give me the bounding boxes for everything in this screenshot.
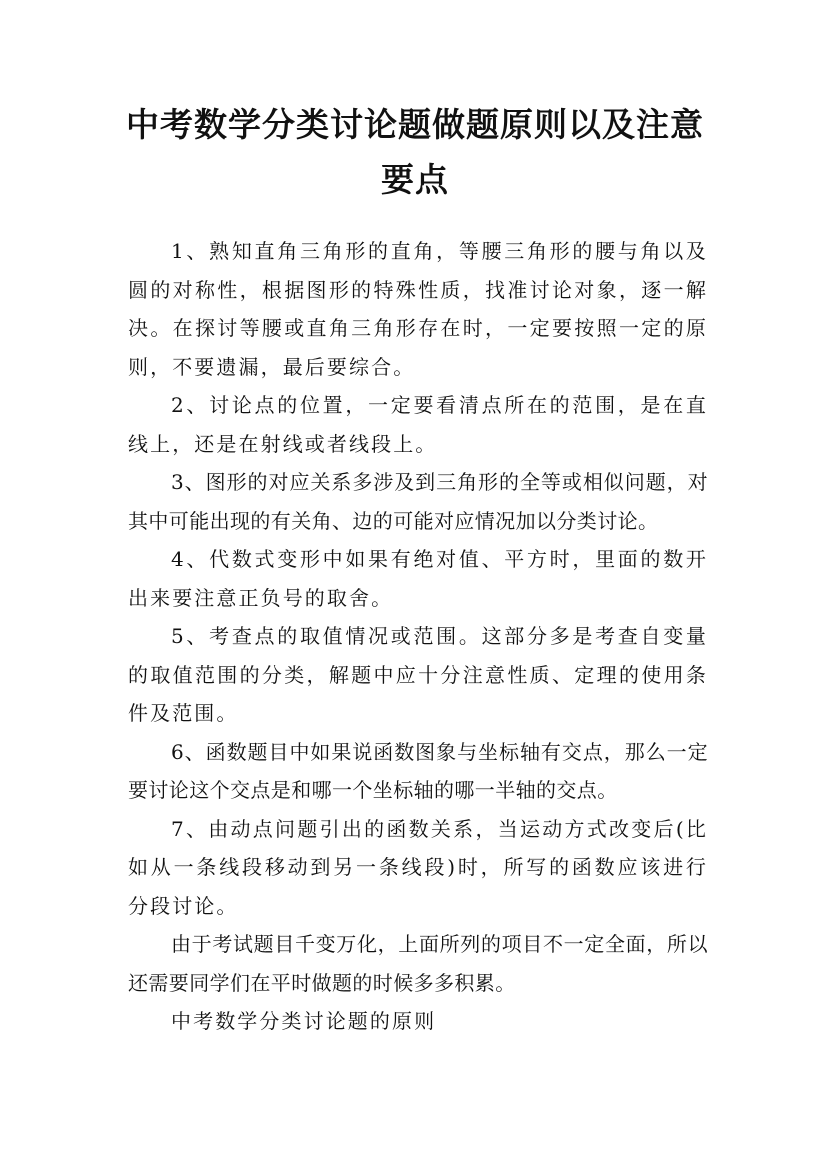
paragraph-5: 5、考查点的取值情况或范围。这部分多是考查自变量的取值范围的分类，解题中应十分注意性质、定理的使用条件及范围。 [128,624,708,725]
paragraph-2: 2、讨论点的位置，一定要看清点所在的范围，是在直线上，还是在射线或者线段上。 [128,393,708,456]
document-title: 中考数学分类讨论题做题原则以及注意要点 [126,105,704,199]
paragraph-3: 3、图形的对应关系多涉及到三角形的全等或相似问题，对其中可能出现的有关角、边的可能对应情况加以分类讨论。 [128,470,708,533]
paragraph-1: 1、熟知直角三角形的直角，等腰三角形的腰与角以及圆的对称性，根据图形的特殊性质，找准讨论对象，逐一解决。在探讨等腰或直角三角形存在时，一定要按照一定的原则，不要遗漏，最后要综合。 [128,239,708,379]
paragraph-7: 7、由动点问题引出的函数关系，当运动方式改变后(比如从一条线段移动到另一条线段)时，所写的函数应该进行分段讨论。 [128,816,708,918]
paragraph-8: 由于考试题目千变万化，上面所列的项目不一定全面，所以还需要同学们在平时做题的时候多多积累。 [128,932,708,995]
section-heading: 中考数学分类讨论题的原则 [171,1009,437,1033]
paragraph-4: 4、代数式变形中如果有绝对值、平方时，里面的数开出来要注意正负号的取舍。 [128,547,708,610]
paragraph-6: 6、函数题目中如果说函数图象与坐标轴有交点，那么一定要讨论这个交点是和哪一个坐标轴的哪一半轴的交点。 [128,739,708,802]
document-body [128,232,708,1041]
